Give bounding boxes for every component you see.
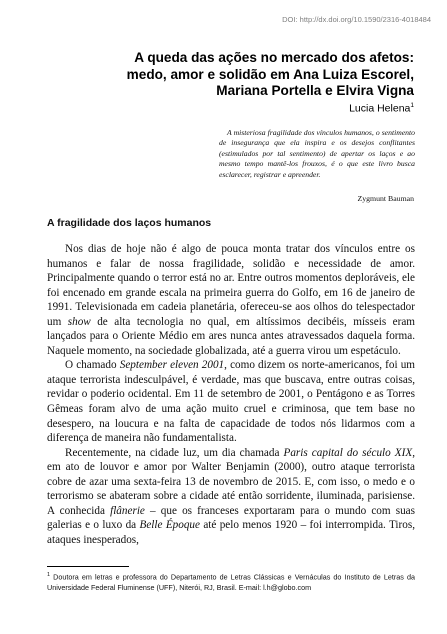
section-heading: A fragilidade dos laços humanos xyxy=(47,217,212,229)
paragraph-text: Nos dias de hoje não é algo de pouca monta tratar dos vínculos entre os humanos e falar de nossa fragilidade, solidão e necessidade de amor. Principalmente quando o terror está no ar. Entre outros momentos deploráveis, ele foi encenado em grande escala na primeira guerra do Golfo, em 16 de janeiro de 1991. Televisionada em cadeia planetária, ofereceu-se aos olhos do telespectador um xyxy=(47,243,415,328)
paragraph xyxy=(47,358,415,445)
paragraph-text: Recentemente, na cidade luz, um dia chamada xyxy=(65,446,284,459)
title-line: A queda das ações no mercado dos afetos: xyxy=(134,50,414,65)
italic-term: show xyxy=(67,315,91,328)
italic-term: flânerie xyxy=(110,504,145,517)
footnote-text: Doutora em letras e professora do Departamento de Letras Clássicas e Vernáculas do Instituto de Letras da Universidade Federal Fluminense (UFF), Niterói, RJ, Brasil. E-mail: l.h@globo.com xyxy=(47,572,415,592)
paragraph-text: até pelo menos 1920 – foi interrompida. Tiros, ataques inesperados, xyxy=(47,519,416,546)
epigraph: A misteriosa fragilidade dos vínculos humanos, o sentimento de insegurança que ela inspira e os desejos conflitantes (estimulados por tal sentimento) de apertar os laços e ao mesmo tempo mantê-los frouxos, é o que este livro busca esclarecer, registrar e apreender. xyxy=(219,128,415,179)
author-name xyxy=(349,102,414,115)
italic-term: Paris capital do século XIX xyxy=(283,446,413,459)
paragraph-text: de alta tecnologia no qual, em altíssimos decibéis, mísseis eram lançados para o Oriente Médio em ares nunca antes atravessados daquela forma. Naquele momento, na sociedade globalizada, até a guerra virou um espetáculo. xyxy=(47,315,415,357)
footnote-divider xyxy=(47,566,129,567)
footnote xyxy=(47,570,415,593)
title-line: Mariana Portella e Elvira Vigna xyxy=(216,83,414,98)
italic-term: September eleven 2001 xyxy=(119,359,225,372)
paragraph xyxy=(47,446,415,548)
paragraph xyxy=(47,242,415,358)
article-title xyxy=(34,50,414,100)
author-text: Lucia Helena xyxy=(349,102,411,115)
paragraph-text: , como dizem os norte-americanos, foi um ataque terrorista indesculpável, é verdade, mas que buscava, entre outras coisas, revidar o poderio ocidental. Em 11 de setembro de 2001, o Pentágono e as Torres Gêmeas foram alvo de uma ação muito cruel e criminosa, que tem base no desespero, na loucura e na falta de capacidade de todos nós lidarmos com a diferença de maneira não fundamentalista. xyxy=(47,359,415,445)
body-text xyxy=(47,242,415,547)
italic-term: Belle Époque xyxy=(139,519,200,532)
author-footnote-mark[interactable]: 1 xyxy=(410,102,414,109)
footnote-mark: 1 xyxy=(47,572,51,578)
epigraph-author: Zygmunt Bauman xyxy=(357,194,414,203)
paragraph-text: , em ato de louvor e amor por Walter Benjamin (2000), outro ataque terrorista cobre de azar uma sexta-feira 13 de novembro de 2015. E, com isso, o medo e o terrorismo se abateram sobre a cidade até então sorridente, iluminada, parisiense. A conhecida xyxy=(47,446,416,517)
paragraph-text: O chamado xyxy=(65,359,120,372)
title-line: medo, amor e solidão em Ana Luiza Escorel, xyxy=(126,66,414,82)
doi-link[interactable]: DOI: http://dx.doi.org/10.1590/2316-4018484 xyxy=(282,15,431,24)
paragraph-text: – que os franceses exportaram para o mundo com suas galerias e o luxo da xyxy=(47,504,415,532)
